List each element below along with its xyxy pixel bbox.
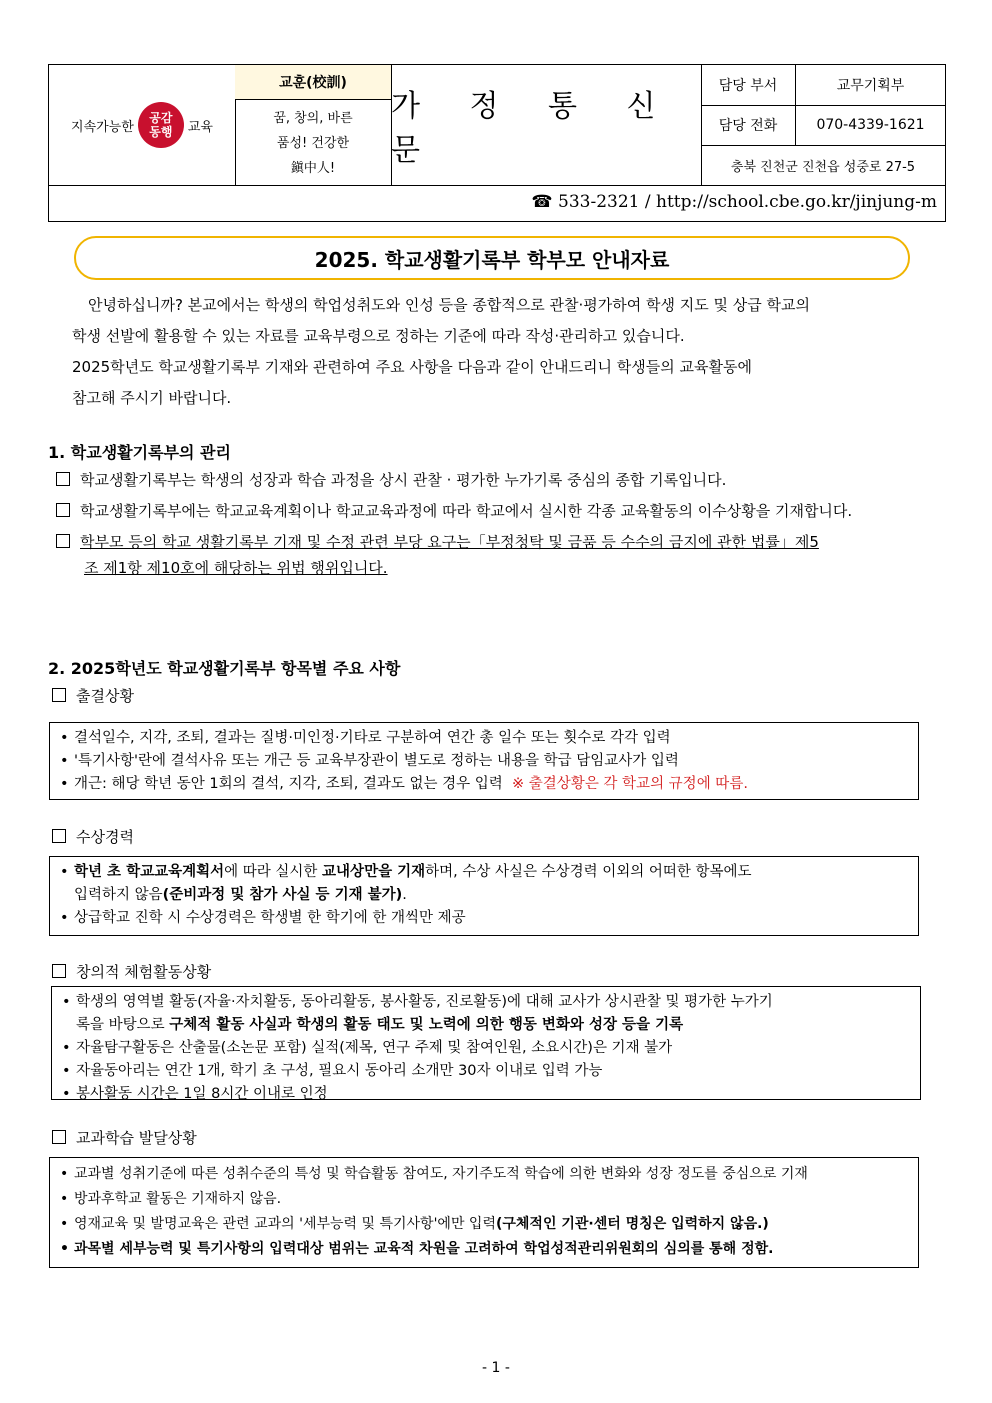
address: 충북 진천군 진천읍 성중로 27-5: [730, 159, 916, 175]
logo-word-1: 공감: [149, 111, 173, 125]
heading-text: 창의적 체험활동상황: [76, 963, 212, 981]
document-title: 가 정 통 신 문: [391, 65, 702, 185]
item-text: 학생의 영역별 활동(자율·자치활동, 동아리활동, 봉사활동, 진로활동)에 대해 교사가 상시관찰 및 평가한 누가기: [76, 994, 773, 1010]
section-2-title: 2. 2025학년도 학교생활기록부 항목별 주요 사항: [48, 659, 401, 678]
bold-text: (준비과정 및 참가 사실 등 기재 불가): [162, 887, 403, 903]
intro-line: 안녕하십니까? 본교에서는 학생의 학업성취도와 인성 등을 종합적으로 관찰·평가하여 학생 지도 및 상급 학교의: [88, 296, 811, 314]
item-text: 학교생활기록부에는 학교교육계획이나 학교교육과정에 따라 학교에서 실시한 각종 교육활동의 이수상황을 기재합니다.: [80, 502, 853, 520]
checkbox-square-icon: [52, 829, 66, 843]
awards-box: [49, 856, 919, 936]
item-text: 에 따라 실시한: [224, 864, 318, 880]
letterhead: [48, 64, 946, 222]
intro-line: 2025학년도 학교생활기록부 기재와 관련하여 주요 사항을 다음과 같이 안내드리니 학생들의 교육활동에: [72, 358, 752, 376]
motto-line: 鎭中人!: [290, 161, 336, 176]
school-logo: [49, 65, 236, 185]
checkbox-square-icon: [56, 472, 70, 486]
heading-text: 수상경력: [76, 828, 134, 846]
list-item: • 결석일수, 지각, 조퇴, 결과는 질병·미인정·기타로 구분하여 연간 총 일수 또는 횟수로 각각 입력: [60, 727, 910, 750]
attendance-box: [49, 722, 919, 800]
school-motto: [235, 65, 392, 185]
attendance-note: ※ 출결상황은 각 학교의 규정에 따름.: [512, 776, 748, 792]
list-item: • 자율탐구활동은 산출물(소논문 포함) 실적(제목, 연구 주제 및 참여인원, 소요시간)은 기재 불가: [62, 1037, 912, 1060]
item-text: 조 제1항 제10호에 해당하는 위법 행위입니다.: [84, 559, 388, 577]
item-text: 영재교육 및 발명교육은 관련 교과의 '세부능력 및 특기사항'에만 입력: [74, 1216, 496, 1232]
list-item: • '특기사항'란에 결석사유 또는 개근 등 교육부장관이 별도로 정하는 내용을 학급 담임교사가 입력: [60, 750, 910, 773]
list-item: • 자율동아리는 연간 1개, 학기 초 구성, 필요시 동아리 소개만 30자 이내로 입력 가능: [62, 1060, 912, 1083]
creative-activities-heading: [52, 961, 211, 982]
list-item: [60, 773, 910, 796]
dept-label: 담당 부서: [701, 65, 796, 105]
list-item: [60, 861, 910, 907]
item-text: .: [402, 887, 407, 903]
list-item: • 교과별 성취기준에 따른 성취수준의 특성 및 학습활동 참여도, 자기주도적 학습에 의한 변화와 성장 정도를 중심으로 기재: [60, 1162, 910, 1187]
checkbox-square-icon: [52, 688, 66, 702]
school-contact-line: ☎ 533-2321 / http://school.cbe.go.kr/jinjung-m: [531, 192, 937, 212]
heading-text: 출결상황: [76, 687, 134, 705]
list-item: • 봉사활동 시간은 1일 8시간 이내로 인정: [62, 1083, 912, 1106]
list-item: • 과목별 세부능력 및 특기사항의 입력대상 범위는 교육적 차원을 고려하여 학업성적관리위원회의 심의를 통해 정함.: [60, 1237, 910, 1262]
item-text: 입력하지 않음: [74, 887, 163, 903]
heading-text: 교과학습 발달상황: [76, 1129, 197, 1147]
item-text: 개근: 해당 학년 동안 1회의 결석, 지각, 조퇴, 결과도 없는 경우 입력: [74, 776, 503, 792]
motto-line: 꿈, 창의, 바른: [273, 111, 353, 126]
checkbox-square-icon: [52, 964, 66, 978]
checkbox-square-icon: [52, 1130, 66, 1144]
checkbox-square-icon: [56, 503, 70, 517]
list-item: • 방과후학교 활동은 기재하지 않음.: [60, 1187, 910, 1212]
contact-info: [701, 65, 945, 185]
bold-text: (구체적인 기관·센터 명칭은 입력하지 않음.): [495, 1216, 769, 1232]
list-item: • 상급학교 진학 시 수상경력은 학생별 한 학기에 한 개씩만 제공: [60, 907, 910, 930]
item-text: 하며, 수상 사실은 수상경력 이외의 어떠한 항목에도: [425, 864, 752, 880]
awards-heading: [52, 826, 134, 847]
item-text: 록을 바탕으로: [76, 1017, 165, 1033]
dept-value: 교무기획부: [836, 78, 905, 94]
motto-title: 교훈(校訓): [235, 65, 391, 100]
item-text: 학교생활기록부는 학생의 성장과 학습 과정을 상시 관찰 · 평가한 누가기록 중심의 종합 기록입니다.: [80, 471, 727, 489]
logo-text-pre: 지속가능한: [71, 119, 134, 135]
notice-banner-title: 2025. 학교생활기록부 학부모 안내자료: [74, 236, 910, 280]
subject-development-heading: [52, 1127, 197, 1148]
intro-line: 참고해 주시기 바랍니다.: [72, 389, 232, 407]
list-item: [60, 1212, 910, 1237]
section-1-item: [56, 467, 946, 493]
phone-value: 070-4339-1621: [816, 117, 925, 133]
checkbox-square-icon: [56, 534, 70, 548]
logo-word-2: 동행: [149, 125, 173, 139]
bold-text: 구체적 활동 사실과 학생의 활동 태도 및 노력에 의한 행동 변화와 성장 등을 기록: [169, 1017, 684, 1033]
creative-activities-box: [51, 986, 921, 1100]
attendance-heading: [52, 685, 134, 706]
bold-text: 학년 초 학교교육계획서: [74, 864, 225, 880]
section-1-title: 1. 학교생활기록부의 관리: [48, 443, 231, 462]
subject-development-box: [49, 1157, 919, 1268]
section-1-item-legal: [56, 529, 946, 581]
list-item: [62, 991, 912, 1037]
item-text: 학부모 등의 학교 생활기록부 기재 및 수정 관련 부당 요구는「부정청탁 및 금품 등 수수의 금지에 관한 법률」제5: [80, 533, 819, 551]
section-1-item: [56, 498, 946, 524]
logo-text-post: 교육: [187, 119, 213, 135]
intro-paragraph: [72, 290, 932, 414]
motto-line: 품성! 건강한: [276, 136, 350, 151]
intro-line: 학생 선발에 활용할 수 있는 자료를 교육부령으로 정하는 기준에 따라 작성·관리하고 있습니다.: [72, 327, 685, 345]
page-number: - 1 -: [482, 1360, 510, 1376]
logo-emblem: [138, 102, 184, 148]
phone-label: 담당 전화: [701, 105, 796, 145]
bold-text: 교내상만을 기재: [322, 864, 426, 880]
